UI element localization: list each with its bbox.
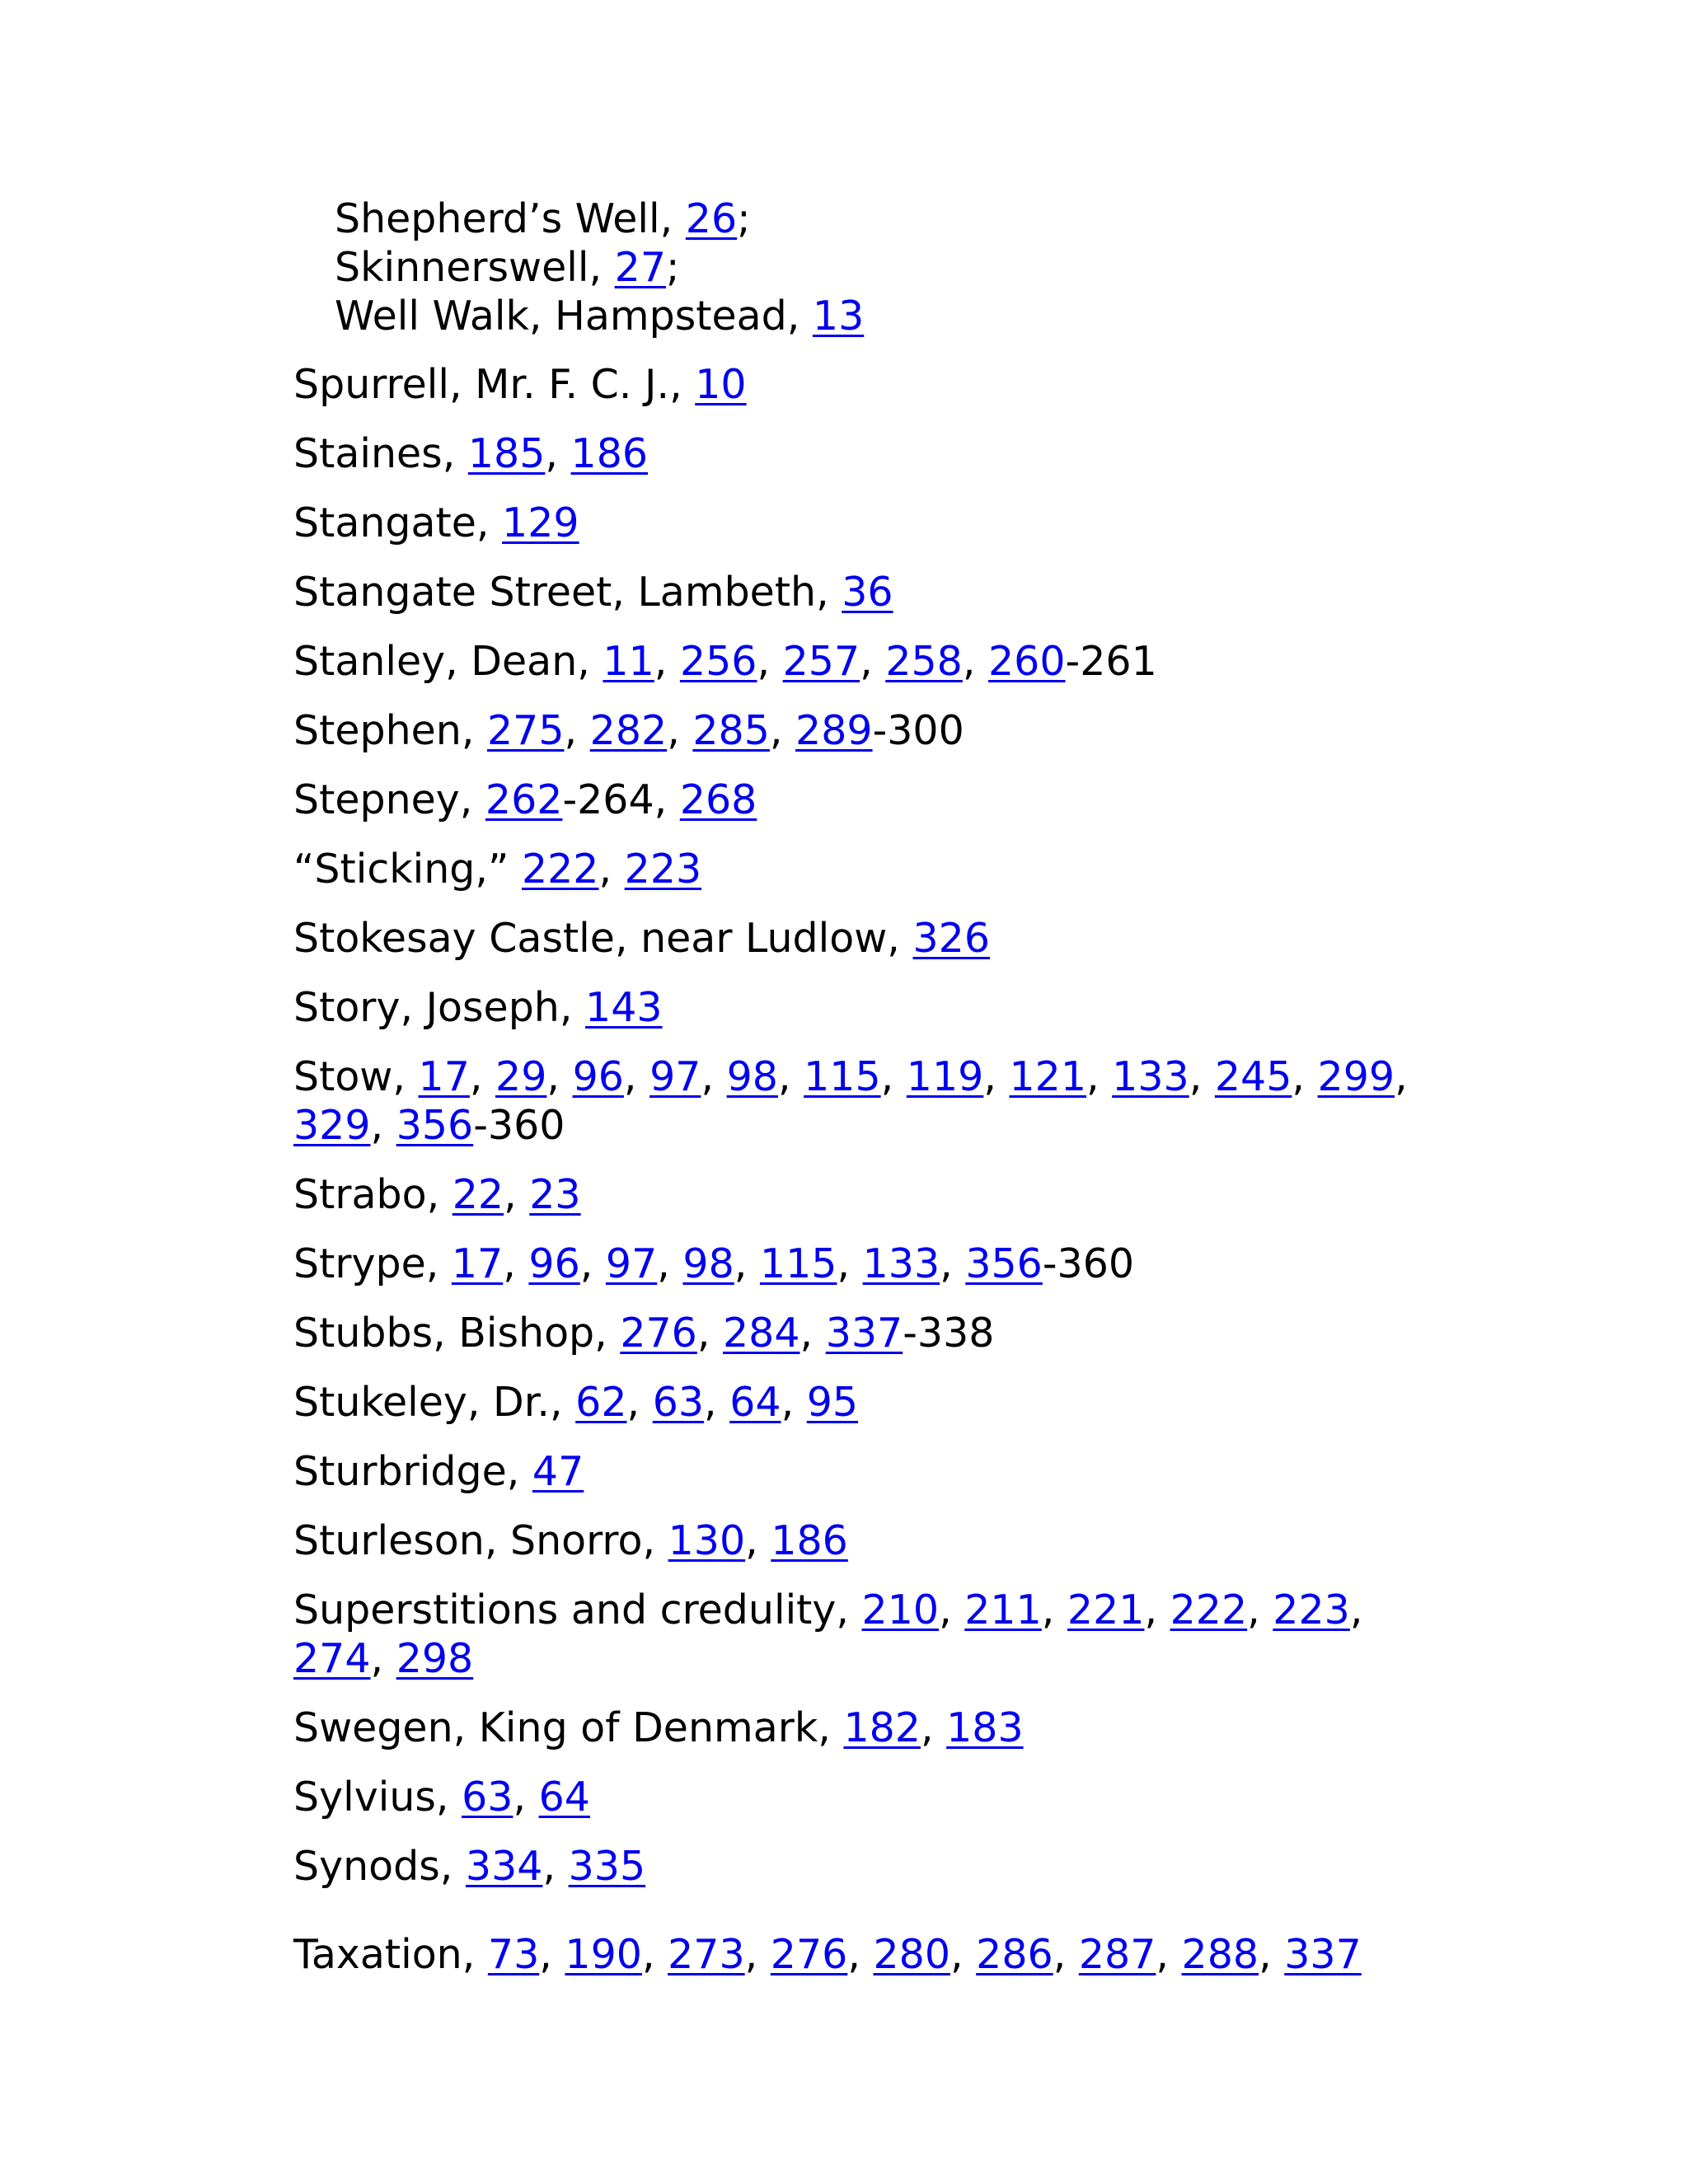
page-link[interactable]: 210 xyxy=(861,1586,940,1633)
separator-text: , xyxy=(504,1171,530,1218)
entry-heading: Strype, xyxy=(293,1240,452,1287)
entry-heading: Skinnerswell, xyxy=(335,244,615,291)
entry-heading: Sylvius, xyxy=(293,1774,462,1821)
page-link[interactable]: 260 xyxy=(988,638,1066,685)
separator-text: , xyxy=(880,1053,907,1100)
separator-text: , xyxy=(777,1053,804,1100)
separator-text: , xyxy=(626,1379,653,1426)
separator-text: , xyxy=(744,1931,771,1978)
index-entry xyxy=(293,1704,1447,1752)
index-entry xyxy=(293,1378,1447,1427)
page-link[interactable]: 36 xyxy=(842,569,893,616)
page-link[interactable]: 273 xyxy=(668,1931,745,1978)
page-link[interactable]: 262 xyxy=(485,776,563,823)
page-link[interactable]: 186 xyxy=(570,430,649,477)
page-link[interactable]: 63 xyxy=(652,1379,705,1426)
index-entry xyxy=(293,1586,1447,1683)
page-link[interactable]: 10 xyxy=(695,361,747,408)
index-entry xyxy=(293,1170,1447,1219)
separator-text: -360 xyxy=(1042,1240,1135,1287)
page-link[interactable]: 334 xyxy=(465,1843,543,1890)
separator-text: , xyxy=(598,846,625,893)
page-link[interactable]: 337 xyxy=(1284,1931,1362,1978)
page-link[interactable]: 26 xyxy=(685,195,738,242)
index-entry xyxy=(293,568,1447,616)
entry-heading: Spurrell, Mr. F. C. J., xyxy=(293,361,696,408)
separator-text: , xyxy=(654,638,680,685)
page-link[interactable]: 115 xyxy=(804,1053,881,1100)
page-link[interactable]: 221 xyxy=(1067,1586,1145,1633)
separator-text: , xyxy=(1349,1586,1363,1633)
separator-text: , xyxy=(1292,1053,1318,1100)
index-entry xyxy=(293,914,1447,963)
page-link[interactable]: 133 xyxy=(862,1240,940,1287)
separator-text: ; xyxy=(666,244,680,291)
separator-text: , xyxy=(962,638,988,685)
page-link[interactable]: 119 xyxy=(906,1053,984,1100)
entry-heading: Stangate, xyxy=(293,499,503,546)
entry-heading: Stangate Street, Lambeth, xyxy=(293,569,842,616)
page-link[interactable]: 13 xyxy=(812,293,865,340)
separator-text: , xyxy=(1395,1053,1408,1100)
page-link[interactable]: 257 xyxy=(782,638,860,685)
separator-text: -360 xyxy=(473,1102,565,1149)
index-entry xyxy=(293,1309,1447,1357)
page-link[interactable]: 96 xyxy=(572,1053,624,1100)
page-link[interactable]: 27 xyxy=(614,244,666,291)
page-link[interactable]: 73 xyxy=(487,1931,540,1978)
page-link[interactable]: 183 xyxy=(946,1704,1024,1751)
page-link[interactable]: 280 xyxy=(873,1931,950,1978)
separator-text: ; xyxy=(737,195,751,242)
separator-text: , xyxy=(469,1053,496,1100)
index-entry xyxy=(293,845,1447,893)
entry-heading: Strabo, xyxy=(293,1171,452,1218)
page-link[interactable]: 335 xyxy=(568,1843,646,1890)
index-entry xyxy=(293,637,1447,686)
index-entry xyxy=(293,1052,1447,1150)
page-link[interactable]: 96 xyxy=(528,1240,580,1287)
separator-text: , xyxy=(657,1240,683,1287)
page-link[interactable]: 143 xyxy=(585,984,663,1031)
index-entry xyxy=(293,706,1447,755)
page-link[interactable]: 287 xyxy=(1078,1931,1156,1978)
separator-text: , xyxy=(734,1240,760,1287)
page-link[interactable]: 29 xyxy=(495,1053,547,1100)
separator-text: , xyxy=(1144,1586,1170,1633)
page-link[interactable]: 133 xyxy=(1112,1053,1189,1100)
page-link[interactable]: 329 xyxy=(293,1102,371,1149)
separator-text: , xyxy=(542,1843,569,1890)
page-link[interactable]: 275 xyxy=(486,707,565,754)
separator-text: , xyxy=(757,638,783,685)
separator-text: , xyxy=(1053,1931,1079,1978)
page-link[interactable]: 337 xyxy=(825,1310,903,1357)
entry-heading: Sturbridge, xyxy=(293,1448,532,1495)
separator-text: , xyxy=(545,430,571,477)
separator-text: , xyxy=(860,638,886,685)
separator-text: , xyxy=(579,1240,606,1287)
page-link[interactable]: 63 xyxy=(462,1774,513,1821)
index-entry xyxy=(293,983,1447,1032)
index-entry xyxy=(293,1773,1447,1821)
entry-heading: Taxation, xyxy=(293,1931,488,1978)
page-link[interactable]: 130 xyxy=(668,1517,746,1564)
separator-text: , xyxy=(940,1240,966,1287)
entry-heading: Stukeley, Dr., xyxy=(293,1379,576,1426)
page-link[interactable]: 276 xyxy=(620,1310,697,1357)
page-link[interactable]: 62 xyxy=(575,1379,627,1426)
page-link[interactable]: 97 xyxy=(605,1240,658,1287)
page-link[interactable]: 256 xyxy=(679,638,757,685)
page-link[interactable]: 258 xyxy=(885,638,963,685)
entry-heading: Sturleson, Snorro, xyxy=(293,1517,668,1564)
separator-text: , xyxy=(950,1931,977,1978)
page-link[interactable]: 274 xyxy=(293,1635,371,1682)
entry-heading: Stepney, xyxy=(293,776,485,823)
entry-heading: Shepherd’s Well, xyxy=(335,195,686,242)
page-link[interactable]: 289 xyxy=(795,707,873,754)
page-link[interactable]: 182 xyxy=(843,1704,921,1751)
separator-text: , xyxy=(546,1053,573,1100)
entry-heading: Stokesay Castle, near Ludlow, xyxy=(293,915,913,962)
separator-text: , xyxy=(1259,1931,1285,1978)
separator-text: , xyxy=(745,1517,771,1564)
index-subentry xyxy=(293,292,1447,340)
separator-text: , xyxy=(564,707,590,754)
index-entry xyxy=(293,429,1447,478)
entry-heading: “Sticking,” xyxy=(293,846,522,893)
index-entry xyxy=(293,1447,1447,1496)
separator-text: , xyxy=(701,1053,727,1100)
index-entry xyxy=(293,1930,1447,1979)
page-link[interactable]: 11 xyxy=(603,638,654,685)
index-entry xyxy=(293,360,1447,409)
page-link[interactable]: 284 xyxy=(723,1310,800,1357)
page-link[interactable]: 98 xyxy=(726,1053,778,1100)
index-entry xyxy=(293,1842,1447,1891)
page-link[interactable]: 285 xyxy=(692,707,770,754)
page-link[interactable]: 23 xyxy=(529,1171,581,1218)
separator-text: , xyxy=(641,1931,668,1978)
separator-text: , xyxy=(1189,1053,1215,1100)
separator-text: , xyxy=(920,1704,947,1751)
index-subentry xyxy=(293,194,1447,243)
page-link[interactable]: 298 xyxy=(396,1635,474,1682)
page-link[interactable]: 129 xyxy=(502,499,579,546)
page-link[interactable]: 64 xyxy=(538,1774,590,1821)
page-link[interactable]: 211 xyxy=(964,1586,1042,1633)
separator-text: , xyxy=(1086,1053,1113,1100)
separator-text: -264, xyxy=(562,776,680,823)
page-link[interactable]: 276 xyxy=(770,1931,848,1978)
page-link[interactable]: 64 xyxy=(729,1379,781,1426)
page-link[interactable]: 98 xyxy=(682,1240,734,1287)
entry-heading: Superstitions and credulity, xyxy=(293,1586,862,1633)
entry-heading: Staines, xyxy=(293,430,468,477)
entry-heading: Stephen, xyxy=(293,707,487,754)
separator-text: , xyxy=(1247,1586,1273,1633)
page-link[interactable]: 222 xyxy=(1170,1586,1248,1633)
page-link[interactable]: 356 xyxy=(396,1102,474,1149)
separator-text: , xyxy=(696,1310,723,1357)
separator-text: , xyxy=(623,1053,650,1100)
separator-text: , xyxy=(983,1053,1010,1100)
separator-text: , xyxy=(837,1240,863,1287)
page-link[interactable]: 47 xyxy=(532,1448,584,1495)
page-link[interactable]: 299 xyxy=(1317,1053,1395,1100)
separator-text: , xyxy=(370,1635,396,1682)
page-link[interactable]: 186 xyxy=(771,1517,848,1564)
separator-text: , xyxy=(769,707,796,754)
page-link[interactable]: 288 xyxy=(1181,1931,1259,1978)
page-link[interactable]: 17 xyxy=(418,1053,470,1100)
separator-text: , xyxy=(939,1586,965,1633)
page-link[interactable]: 268 xyxy=(679,776,757,823)
page-link[interactable]: 22 xyxy=(452,1171,504,1218)
page-link[interactable]: 223 xyxy=(624,846,702,893)
entry-heading: Swegen, King of Denmark, xyxy=(293,1704,844,1751)
page-link[interactable]: 222 xyxy=(521,846,599,893)
index-entry xyxy=(293,1240,1447,1288)
separator-text: , xyxy=(704,1379,730,1426)
separator-text: , xyxy=(781,1379,807,1426)
page-link[interactable]: 97 xyxy=(649,1053,701,1100)
separator-text: -338 xyxy=(903,1310,995,1357)
index-entry xyxy=(293,776,1447,824)
page-link[interactable]: 286 xyxy=(976,1931,1053,1978)
index-subentry xyxy=(293,243,1447,292)
page-link[interactable]: 356 xyxy=(965,1240,1043,1287)
page-link[interactable]: 223 xyxy=(1273,1586,1350,1633)
page-link[interactable]: 245 xyxy=(1214,1053,1292,1100)
entry-heading: Well Walk, Hampstead, xyxy=(335,293,813,340)
page-link[interactable]: 121 xyxy=(1009,1053,1087,1100)
index-entry xyxy=(293,499,1447,547)
separator-text: , xyxy=(539,1931,565,1978)
page-link[interactable]: 185 xyxy=(467,430,546,477)
page-link[interactable]: 115 xyxy=(759,1240,837,1287)
separator-text: -261 xyxy=(1065,638,1157,685)
entry-heading: Synods, xyxy=(293,1843,466,1890)
page-link[interactable]: 326 xyxy=(912,915,990,962)
index-entry xyxy=(293,1516,1447,1565)
separator-text: , xyxy=(370,1102,396,1149)
entry-heading: Stanley, Dean, xyxy=(293,638,603,685)
page-link[interactable]: 282 xyxy=(589,707,668,754)
separator-text: , xyxy=(847,1931,874,1978)
page-link[interactable]: 95 xyxy=(806,1379,859,1426)
separator-text: , xyxy=(1156,1931,1182,1978)
entry-heading: Story, Joseph, xyxy=(293,984,586,1031)
entry-heading: Stow, xyxy=(293,1053,419,1100)
separator-text: -300 xyxy=(872,707,964,754)
page-link[interactable]: 17 xyxy=(451,1240,504,1287)
entry-heading: Stubbs, Bishop, xyxy=(293,1310,621,1357)
index-page xyxy=(293,194,1447,1979)
separator-text: , xyxy=(799,1310,826,1357)
separator-text: , xyxy=(667,707,693,754)
separator-text: , xyxy=(1041,1586,1067,1633)
page-link[interactable]: 190 xyxy=(565,1931,642,1978)
separator-text: , xyxy=(513,1774,539,1821)
separator-text: , xyxy=(503,1240,529,1287)
